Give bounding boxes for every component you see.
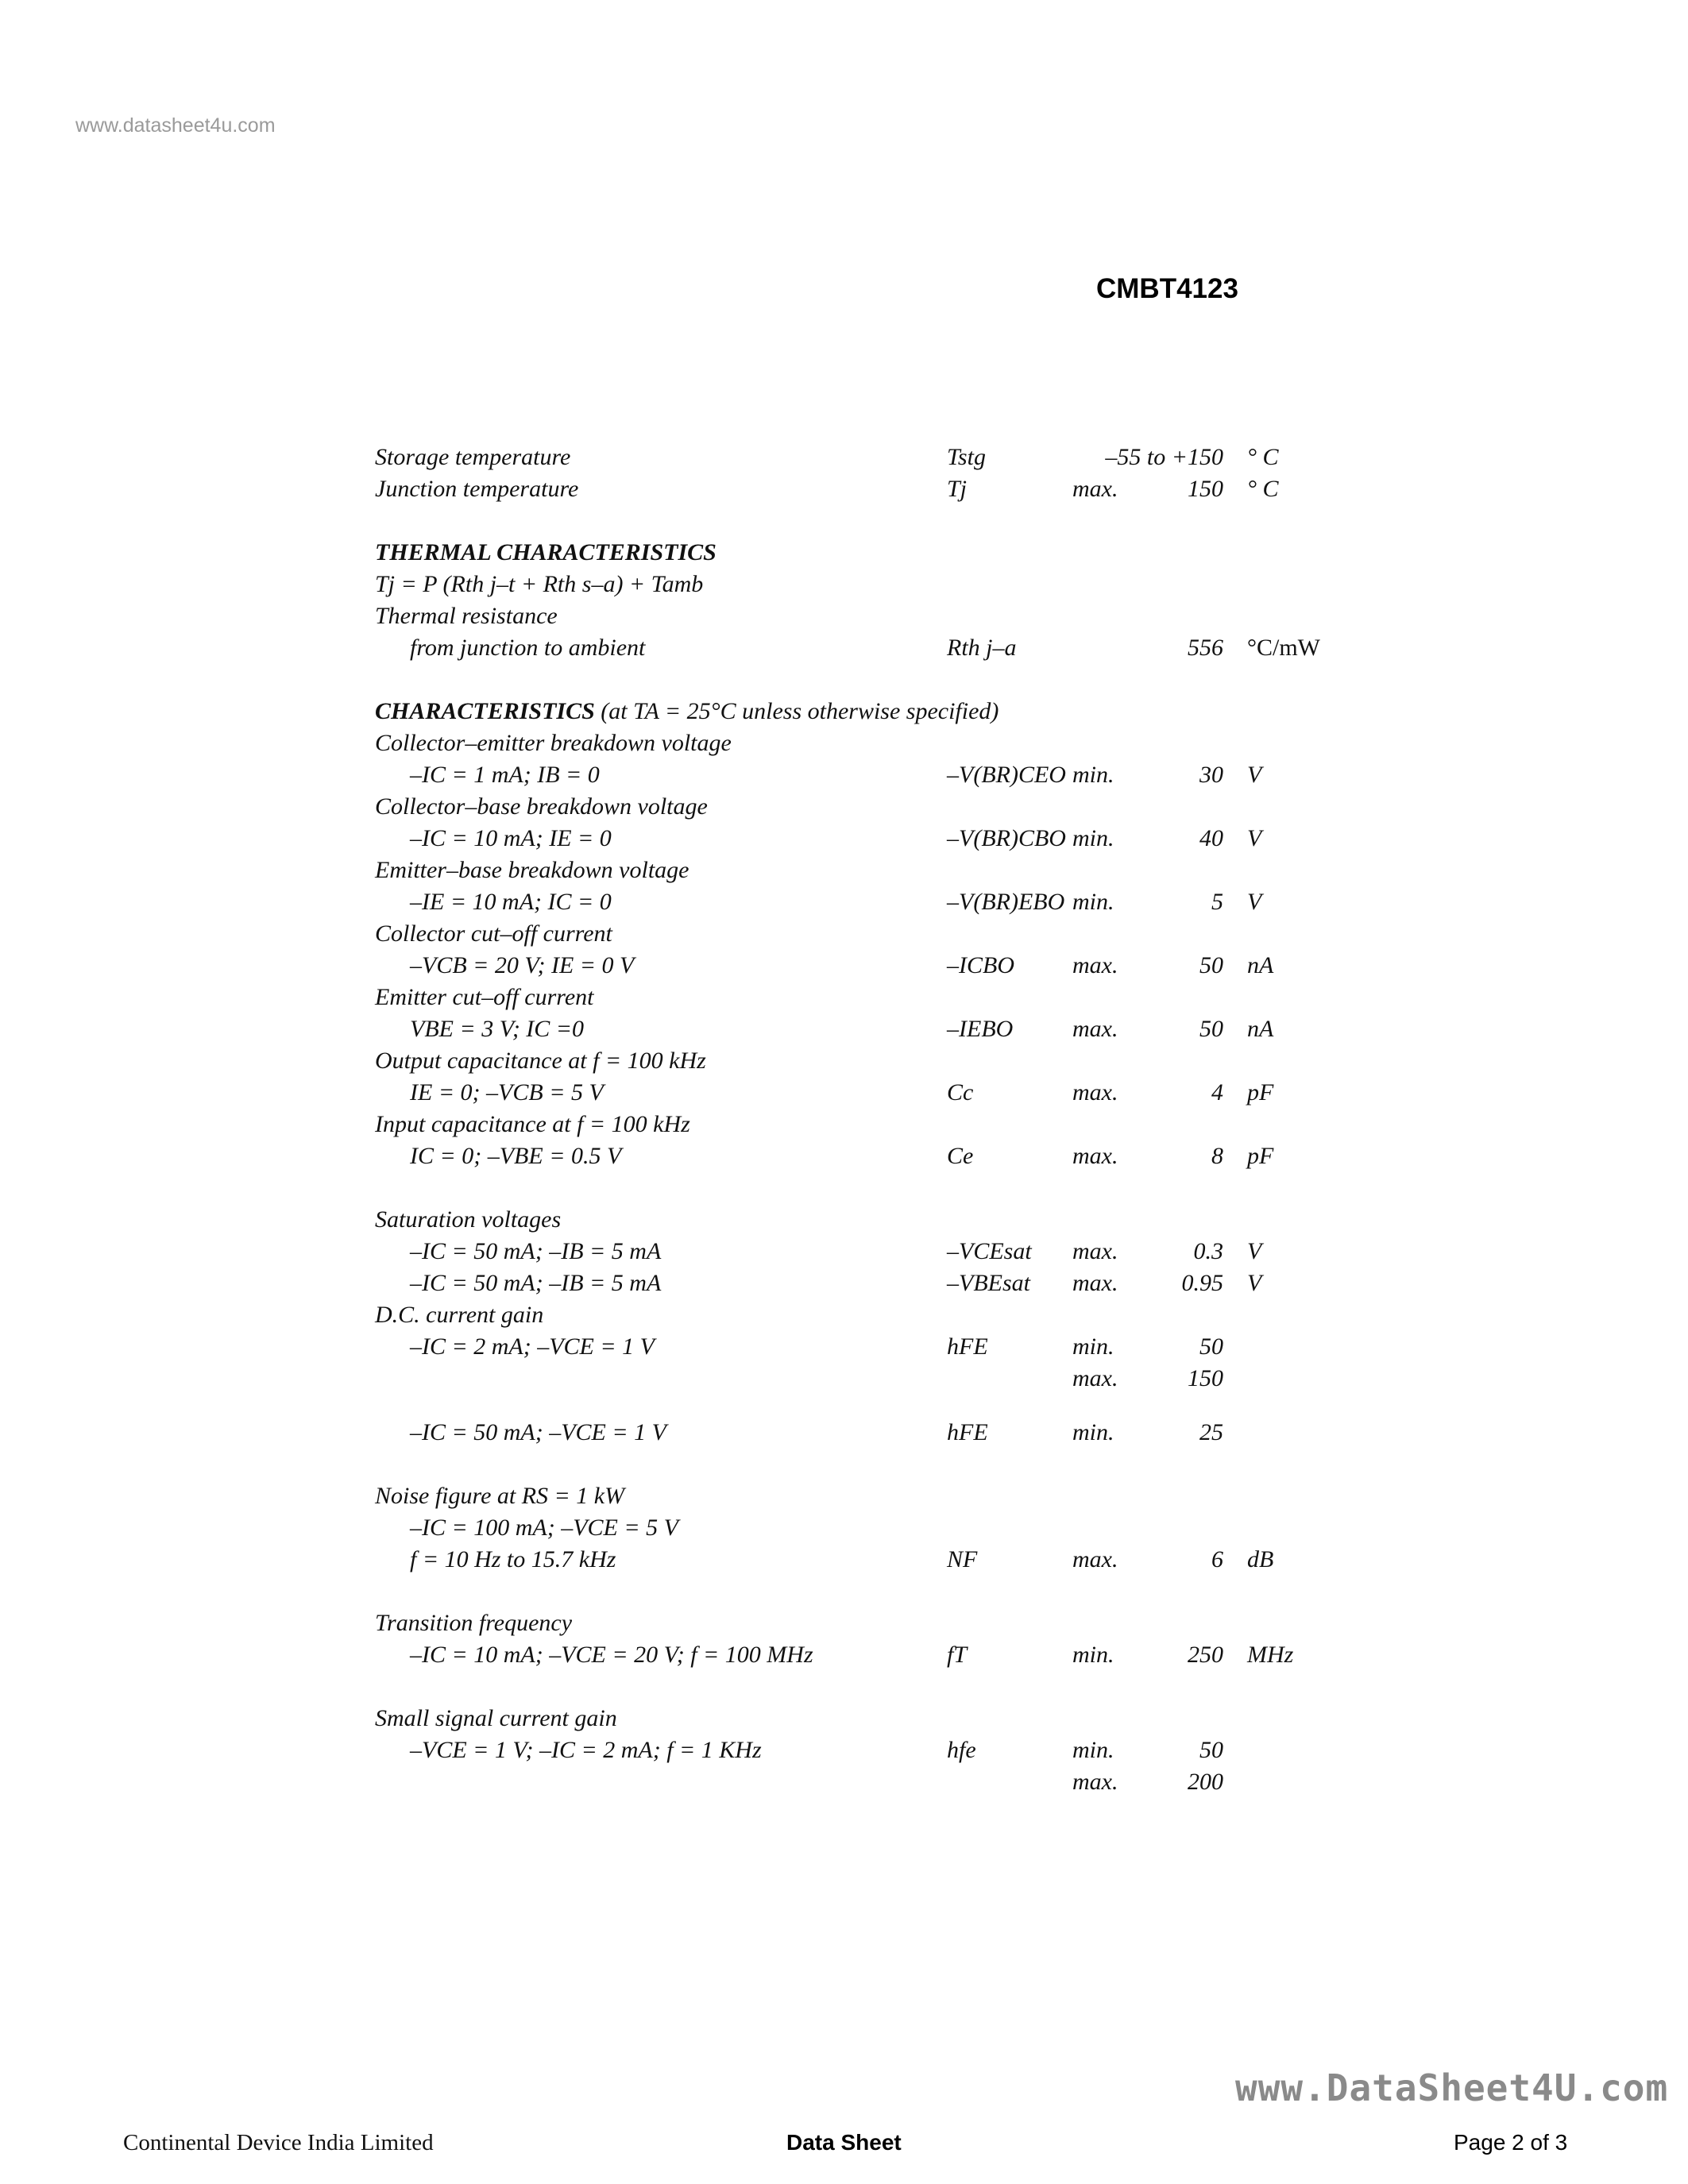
spec-label: –IC = 10 mA; –VCE = 20 V; f = 100 MHz: [410, 1642, 813, 1668]
spec-symbol: –IEBO: [947, 1016, 1014, 1042]
spec-symbol: NF: [947, 1546, 978, 1572]
spec-value: 25: [1199, 1419, 1223, 1445]
thermal-value: 556: [1188, 635, 1223, 661]
spec-limit: max.: [1072, 1546, 1118, 1572]
characteristics-heading-wrap: [375, 696, 999, 727]
spec-label: Junction temperature: [375, 476, 579, 502]
spec-limit: min.: [1072, 1419, 1114, 1445]
spec-label: Noise figure at RS = 1 kW: [375, 1483, 625, 1509]
spec-limit: max.: [1072, 476, 1118, 502]
spec-value: 50: [1199, 952, 1223, 978]
footer-doc-type: Data Sheet: [786, 2130, 902, 2155]
spec-condition-row: [0, 1734, 1688, 1766]
spec-label: –IC = 50 mA; –VCE = 1 V: [410, 1419, 666, 1445]
spec-value: 150: [1188, 476, 1223, 502]
spec-value: 0.95: [1181, 1270, 1223, 1296]
spec-value: 50: [1199, 1333, 1223, 1360]
spec-condition-row: [0, 1363, 1688, 1395]
spec-limit: max.: [1072, 952, 1118, 978]
spec-label: –IE = 10 mA; IC = 0: [410, 889, 612, 915]
spec-parameter-row: [0, 791, 1688, 823]
spec-parameter-row: [0, 1480, 1688, 1512]
spec-condition-row: [0, 886, 1688, 918]
spec-value: 6: [1211, 1546, 1223, 1572]
part-number: CMBT4123: [1096, 273, 1238, 304]
spec-value: 8: [1211, 1143, 1223, 1169]
spec-label: Small signal current gain: [375, 1705, 617, 1731]
spec-label: Emitter–base breakdown voltage: [375, 857, 689, 883]
spec-label: –IC = 50 mA; –IB = 5 mA: [410, 1270, 662, 1296]
spec-parameter-row: [0, 918, 1688, 950]
spec-label: Collector–base breakdown voltage: [375, 793, 708, 820]
spec-unit: V: [1247, 889, 1262, 915]
spec-condition-row: [0, 1512, 1688, 1544]
spec-value: 4: [1211, 1079, 1223, 1106]
footer-company: Continental Device India Limited: [123, 2130, 434, 2155]
spec-label: Saturation voltages: [375, 1206, 562, 1233]
spec-condition-row: [0, 1766, 1688, 1798]
spec-symbol: Tstg: [947, 444, 986, 470]
spec-label: Storage temperature: [375, 444, 571, 470]
spec-limit: max.: [1072, 1079, 1118, 1106]
spec-condition-row: [0, 1077, 1688, 1109]
spec-unit: MHz: [1247, 1642, 1294, 1668]
thermal-heading: THERMAL CHARACTERISTICS: [375, 539, 717, 565]
spec-unit: ° C: [1247, 444, 1279, 470]
spec-unit: V: [1247, 1270, 1262, 1296]
spec-parameter-row: [0, 1204, 1688, 1236]
spec-value: 200: [1188, 1769, 1223, 1795]
spec-limit: min.: [1072, 1333, 1114, 1360]
spec-parameter-row: [0, 1045, 1688, 1077]
spec-label: –IC = 50 mA; –IB = 5 mA: [410, 1238, 662, 1264]
spec-limit: max.: [1072, 1365, 1118, 1391]
spec-value: 250: [1188, 1642, 1223, 1668]
spec-parameter-row: [0, 1109, 1688, 1140]
spec-condition-row: [0, 1140, 1688, 1172]
spec-symbol: hFE: [947, 1419, 988, 1445]
spec-unit: nA: [1247, 1016, 1274, 1042]
spec-unit: V: [1247, 762, 1262, 788]
spec-unit: pF: [1247, 1079, 1274, 1106]
spec-limit: min.: [1072, 889, 1114, 915]
spec-symbol: hFE: [947, 1333, 988, 1360]
spec-label: VBE = 3 V; IC =0: [410, 1016, 585, 1042]
thermal-resistance-label: Thermal resistance: [375, 603, 558, 629]
spec-label: Output capacitance at f = 100 kHz: [375, 1048, 706, 1074]
spec-condition-row: [0, 1331, 1688, 1363]
watermark-bottom: www.DataSheet4U.com: [1235, 2066, 1669, 2109]
spec-label: –VCE = 1 V; –IC = 2 mA; f = 1 KHz: [410, 1737, 762, 1763]
spec-condition-row: [0, 1013, 1688, 1045]
spec-unit: V: [1247, 825, 1262, 851]
spec-symbol: Ce: [947, 1143, 974, 1169]
spec-limit: min.: [1072, 825, 1114, 851]
thermal-symbol: Rth j–a: [947, 635, 1017, 661]
spec-value: –55 to +150: [1105, 444, 1223, 470]
spec-condition-row: [0, 950, 1688, 982]
spec-value: 30: [1199, 762, 1223, 788]
spec-label: f = 10 Hz to 15.7 kHz: [410, 1546, 616, 1572]
spec-parameter-row: [0, 982, 1688, 1013]
spec-symbol: –V(BR)EBO: [947, 889, 1065, 915]
characteristics-heading-row: [0, 696, 1688, 727]
spec-label: D.C. current gain: [375, 1302, 544, 1328]
characteristics-heading: CHARACTERISTICS: [375, 698, 595, 724]
spec-unit: V: [1247, 1238, 1262, 1264]
rating-storage-temperature: [0, 442, 1688, 473]
characteristics-note: (at TA = 25°C unless otherwise specified): [601, 698, 999, 724]
spec-limit: max.: [1072, 1270, 1118, 1296]
thermal-resistance-row: [0, 600, 1688, 632]
spec-parameter-row: [0, 1607, 1688, 1639]
footer-page-number: Page 2 of 3: [1454, 2130, 1568, 2155]
spec-parameter-row: [0, 855, 1688, 886]
spec-condition-row: [0, 759, 1688, 791]
thermal-from-label: from junction to ambient: [410, 635, 646, 661]
spec-symbol: –ICBO: [947, 952, 1014, 978]
spec-label: –IC = 100 mA; –VCE = 5 V: [410, 1515, 678, 1541]
spec-unit: nA: [1247, 952, 1274, 978]
spec-condition-row: [0, 1268, 1688, 1299]
spec-value: 5: [1211, 889, 1223, 915]
spec-symbol: –VCEsat: [947, 1238, 1032, 1264]
spec-symbol: –V(BR)CBO: [947, 825, 1066, 851]
thermal-formula-row: [0, 569, 1688, 600]
thermal-junction-ambient-row: [0, 632, 1688, 664]
spec-label: –IC = 1 mA; IB = 0: [410, 762, 600, 788]
watermark-url-top: www.datasheet4u.com: [75, 114, 276, 137]
spec-label: Input capacitance at f = 100 kHz: [375, 1111, 690, 1137]
spec-limit: max.: [1072, 1769, 1118, 1795]
spec-symbol: –V(BR)CEO: [947, 762, 1066, 788]
spec-condition-row: [0, 1236, 1688, 1268]
spec-condition-row: [0, 1544, 1688, 1576]
spec-parameter-row: [0, 1703, 1688, 1734]
spec-symbol: hfe: [947, 1737, 976, 1763]
thermal-formula: Tj = P (Rth j–t + Rth s–a) + Tamb: [375, 571, 704, 597]
spec-label: IC = 0; –VBE = 0.5 V: [410, 1143, 622, 1169]
spec-label: –IC = 10 mA; IE = 0: [410, 825, 612, 851]
thermal-heading-row: [0, 537, 1688, 569]
spec-symbol: Cc: [947, 1079, 974, 1106]
spec-unit: ° C: [1247, 476, 1279, 502]
spec-parameter-row: [0, 727, 1688, 759]
spec-condition-row: [0, 1639, 1688, 1671]
spec-label: Collector–emitter breakdown voltage: [375, 730, 732, 756]
spec-value: 50: [1199, 1737, 1223, 1763]
spec-symbol: –VBEsat: [947, 1270, 1030, 1296]
thermal-unit: °C/mW: [1247, 635, 1320, 661]
spec-symbol: Tj: [947, 476, 968, 502]
spec-value: 40: [1199, 825, 1223, 851]
spec-label: Transition frequency: [375, 1610, 573, 1636]
spec-symbol: fT: [947, 1642, 968, 1668]
spec-label: –IC = 2 mA; –VCE = 1 V: [410, 1333, 655, 1360]
spec-label: IE = 0; –VCB = 5 V: [410, 1079, 604, 1106]
spec-limit: max.: [1072, 1143, 1118, 1169]
spec-limit: max.: [1072, 1238, 1118, 1264]
spec-label: –VCB = 20 V; IE = 0 V: [410, 952, 635, 978]
spec-unit: pF: [1247, 1143, 1274, 1169]
spec-value: 0.3: [1193, 1238, 1223, 1264]
spec-parameter-row: [0, 1299, 1688, 1331]
spec-condition-row: [0, 823, 1688, 855]
spec-label: Emitter cut–off current: [375, 984, 594, 1010]
spec-unit: dB: [1247, 1546, 1274, 1572]
spec-label: Collector cut–off current: [375, 920, 612, 947]
spec-limit: min.: [1072, 1737, 1114, 1763]
rating-junction-temperature: [0, 473, 1688, 505]
spec-limit: max.: [1072, 1016, 1118, 1042]
spec-value: 50: [1199, 1016, 1223, 1042]
spec-value: 150: [1188, 1365, 1223, 1391]
spec-limit: min.: [1072, 762, 1114, 788]
spec-limit: min.: [1072, 1642, 1114, 1668]
spec-condition-row: [0, 1417, 1688, 1449]
